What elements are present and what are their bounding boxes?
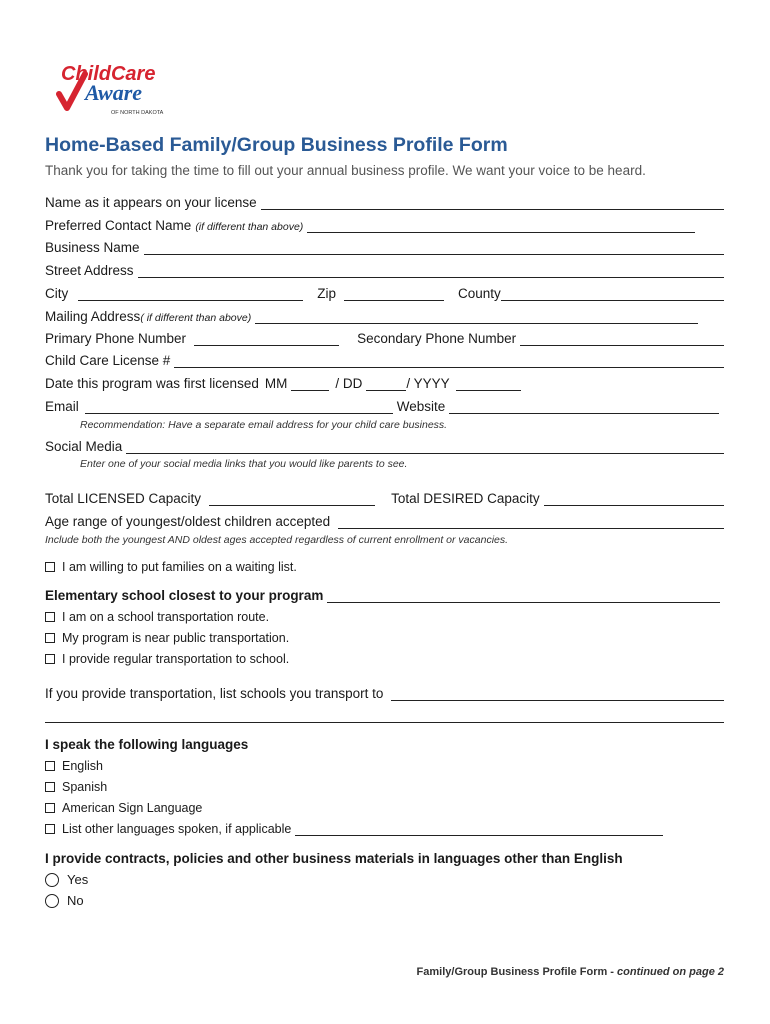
transport-list-field[interactable]: [391, 686, 724, 701]
checkbox[interactable]: [45, 612, 55, 622]
school-option-transport[interactable]: [45, 652, 289, 666]
checkbox[interactable]: [45, 633, 55, 643]
checkbox[interactable]: [45, 803, 55, 813]
language-option-english[interactable]: [45, 759, 103, 773]
radio-button[interactable]: [45, 873, 59, 887]
date-licensed-row: [45, 376, 521, 391]
age-range-row: [45, 514, 724, 529]
license-name-label: Name as it appears on your license: [45, 195, 257, 210]
transport-list-field-2[interactable]: [45, 722, 724, 723]
language-option-asl[interactable]: [45, 801, 202, 815]
logo-line2: Aware: [85, 80, 143, 105]
transport-list-row: [45, 686, 724, 701]
mm-field[interactable]: [291, 376, 329, 391]
county-field[interactable]: [501, 286, 724, 301]
website-label: Website: [396, 399, 446, 414]
desired-capacity-field[interactable]: [544, 491, 724, 506]
school-heading: Elementary school closest to your program: [45, 588, 324, 603]
email-hint: Recommendation: Have a separate email address for your child care business.: [80, 419, 448, 431]
email-label: Email: [45, 399, 79, 414]
primary-phone-label: Primary Phone Number: [45, 331, 187, 346]
preferred-contact-note: (if different than above): [195, 221, 304, 233]
footer-continued: continued on page 2: [617, 966, 724, 978]
secondary-phone-label: Secondary Phone Number: [357, 331, 517, 346]
age-range-label: Age range of youngest/oldest children accepted: [45, 514, 331, 529]
email-field[interactable]: [85, 399, 393, 414]
zip-label: Zip: [317, 286, 337, 301]
footer-text: Family/Group Business Profile Form -: [416, 966, 614, 978]
license-number-label: Child Care License #: [45, 353, 171, 368]
business-name-row: [45, 240, 724, 255]
logo-graphic: [55, 58, 175, 120]
mailing-label: Mailing Address: [45, 309, 141, 324]
school-option-public[interactable]: [45, 631, 289, 645]
school-option-route[interactable]: [45, 610, 269, 624]
logo-line1: ChildCare: [61, 63, 156, 85]
licensed-capacity-label: Total LICENSED Capacity: [45, 491, 202, 506]
page-footer: [417, 966, 724, 978]
date-licensed-label: Date this program was first licensed: [45, 376, 259, 391]
street-field[interactable]: [138, 263, 724, 278]
social-row: [45, 439, 724, 454]
street-label: Street Address: [45, 263, 134, 278]
languages-heading: I speak the following languages: [45, 737, 249, 752]
yyyy-label: / YYYY: [406, 376, 450, 391]
age-range-field[interactable]: [338, 514, 724, 529]
business-name-field[interactable]: [144, 240, 724, 255]
childcare-aware-logo: [55, 58, 175, 120]
materials-option-label: No: [67, 893, 84, 908]
age-hint: Include both the youngest AND oldest ages accepted regardless of current enrollment or vacancies.: [45, 534, 509, 546]
street-row: [45, 263, 724, 278]
mailing-note: ( if different than above): [140, 312, 252, 324]
social-hint: Enter one of your social media links that you would like parents to see.: [80, 458, 408, 470]
waiting-list-option[interactable]: [45, 560, 297, 574]
preferred-contact-field[interactable]: [307, 218, 695, 233]
license-name-row: [45, 195, 724, 210]
county-label: County: [458, 286, 501, 301]
language-other-label: List other languages spoken, if applicable: [62, 822, 292, 836]
intro-text: Thank you for taking the time to fill out your annual business profile. We want your voice to be heard.: [45, 163, 646, 178]
checkbox[interactable]: [45, 562, 55, 572]
logo-tagline: OF NORTH DAKOTA: [111, 110, 164, 116]
license-number-field[interactable]: [174, 353, 724, 368]
business-name-label: Business Name: [45, 240, 140, 255]
school-field[interactable]: [327, 588, 720, 603]
checkbox[interactable]: [45, 824, 55, 834]
language-label: Spanish: [62, 780, 108, 794]
mm-label: MM: [264, 376, 288, 391]
language-other-field[interactable]: [295, 823, 663, 836]
desired-capacity-label: Total DESIRED Capacity: [391, 491, 540, 506]
phone-row: [45, 331, 724, 346]
materials-option-yes[interactable]: [45, 872, 88, 887]
yyyy-field[interactable]: [456, 376, 521, 391]
materials-heading: I provide contracts, policies and other business materials in languages other than English: [45, 851, 623, 866]
checkbox[interactable]: [45, 782, 55, 792]
capacity-row: [45, 491, 724, 506]
city-field[interactable]: [78, 286, 303, 301]
zip-field[interactable]: [344, 286, 444, 301]
page-title: Home-Based Family/Group Business Profile Form: [45, 134, 508, 156]
radio-button[interactable]: [45, 894, 59, 908]
materials-option-no[interactable]: [45, 893, 84, 908]
school-option-label: My program is near public transportation.: [62, 631, 290, 645]
mailing-field[interactable]: [255, 309, 698, 324]
language-option-other[interactable]: [45, 822, 663, 836]
language-option-spanish[interactable]: [45, 780, 107, 794]
language-label: American Sign Language: [62, 801, 203, 815]
transport-list-label: If you provide transportation, list schools you transport to: [45, 686, 384, 701]
dd-field[interactable]: [366, 376, 406, 391]
school-option-label: I am on a school transportation route.: [62, 610, 270, 624]
website-field[interactable]: [449, 399, 719, 414]
city-label: City: [45, 286, 69, 301]
dd-label: / DD: [335, 376, 363, 391]
materials-option-label: Yes: [67, 872, 89, 887]
primary-phone-field[interactable]: [194, 331, 339, 346]
preferred-contact-row: [45, 218, 695, 233]
licensed-capacity-field[interactable]: [209, 491, 375, 506]
license-number-row: [45, 353, 724, 368]
social-field[interactable]: [126, 439, 724, 454]
waiting-list-label: I am willing to put families on a waiting list.: [62, 560, 297, 574]
email-row: [45, 399, 719, 414]
school-option-label: I provide regular transportation to school.: [62, 652, 290, 666]
license-name-field[interactable]: [261, 195, 724, 210]
social-label: Social Media: [45, 439, 123, 454]
language-label: English: [62, 759, 103, 773]
checkbox[interactable]: [45, 654, 55, 664]
preferred-contact-label: Preferred Contact Name: [45, 218, 192, 233]
secondary-phone-field[interactable]: [520, 331, 724, 346]
city-row: [45, 286, 724, 301]
school-row: [45, 588, 720, 603]
checkbox[interactable]: [45, 761, 55, 771]
mailing-row: [45, 309, 698, 324]
